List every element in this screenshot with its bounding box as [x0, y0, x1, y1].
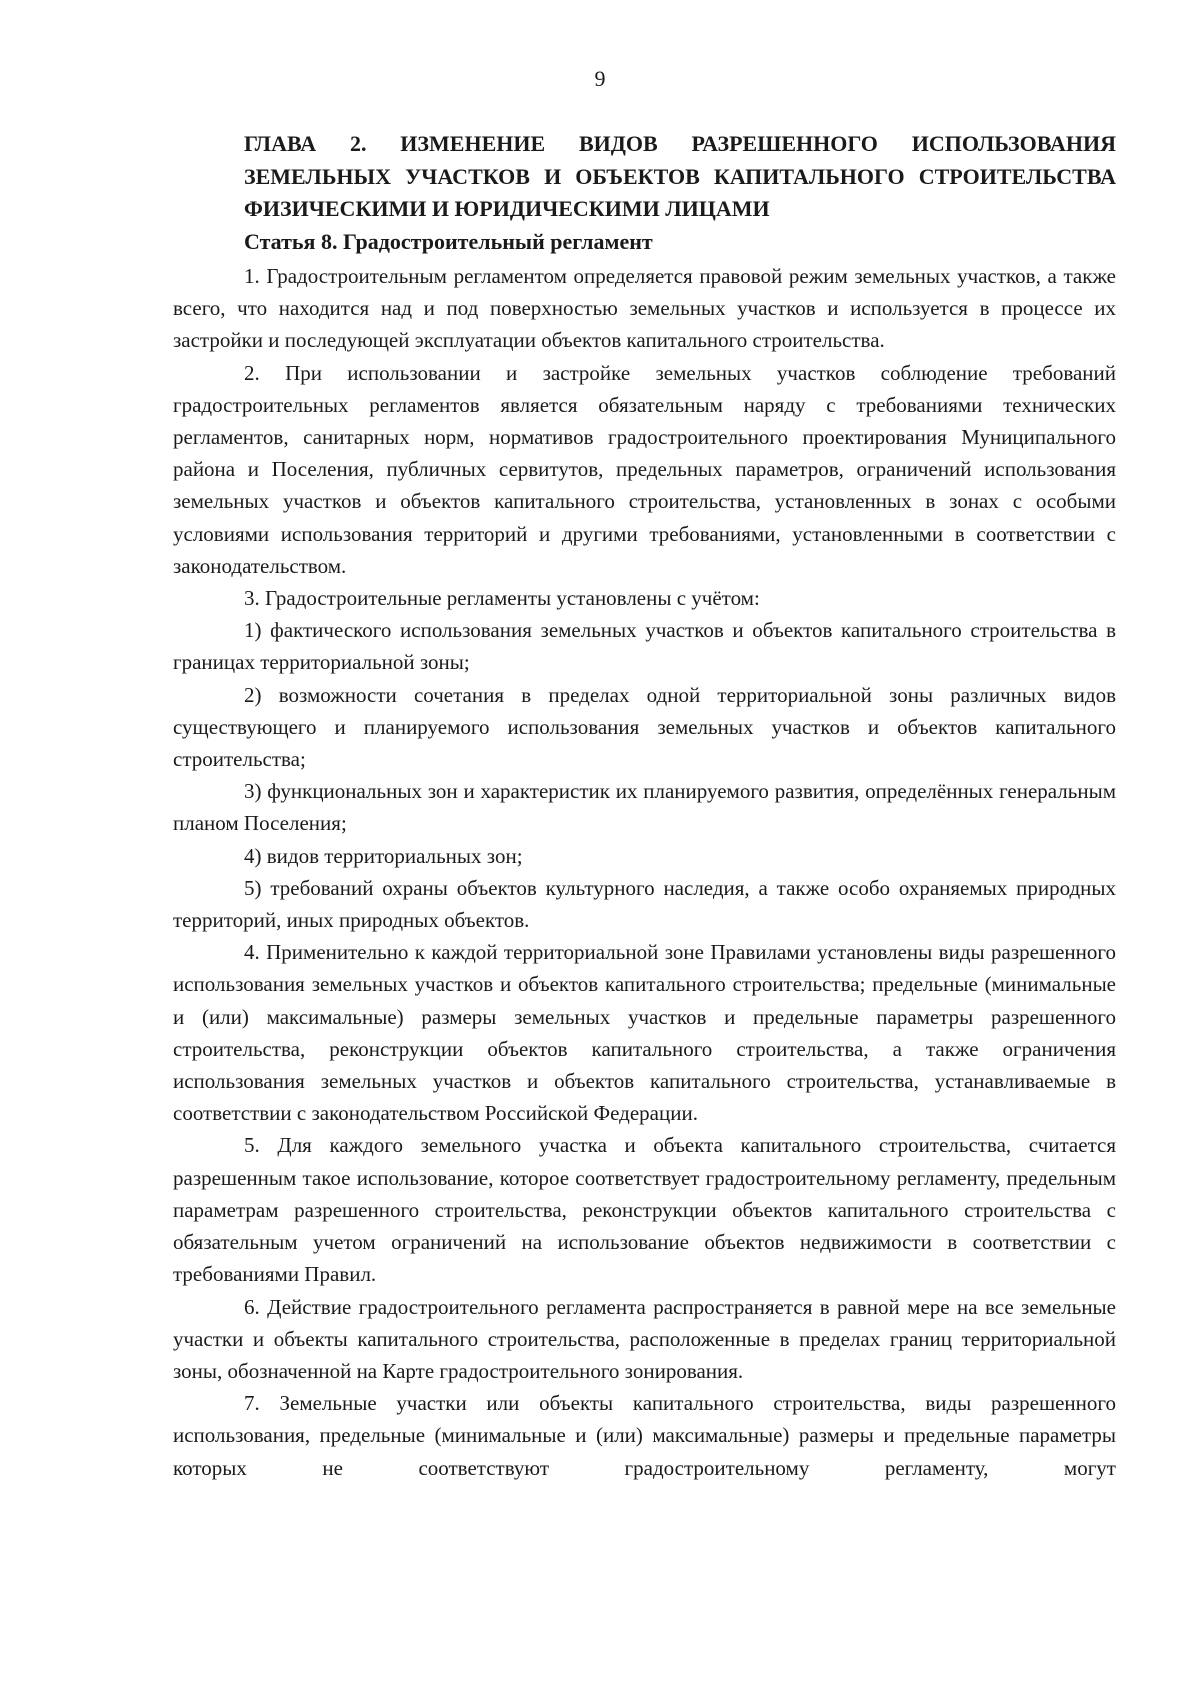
- paragraph-6: 6. Действие градостроительного регламента распространяется в равной мере на все земельные участки и объекты капитального строительства, расположенные в пределах границ территориальной зоны, обозначенной на Карте градостроительного зонирования.: [173, 1294, 1116, 1383]
- paragraph-3-item-1: 1) фактического использования земельных участков и объектов капитального строительства в границах территориальной зоны;: [173, 618, 1116, 675]
- document-body: [173, 128, 1116, 1484]
- paragraph-7: 7. Земельные участки или объекты капитального строительства, виды разрешенного использования, предельные (минимальные и (или) максимальные) размеры и предельные параметры которых не соответствуют градостроительному регламенту, могут: [173, 1391, 1116, 1480]
- paragraph-1: 1. Градостроительным регламентом определяется правовой режим земельных участков, а также всего, что находится над и под поверхностью земельных участков и используется в процессе их застройки и последующей эксплуатации объектов капитального строительства.: [173, 264, 1116, 353]
- paragraph-5: 5. Для каждого земельного участка и объекта капитального строительства, считается разрешенным такое использование, которое соответствует градостроительному регламенту, предельным параметрам разрешенного строительства, реконструкции объектов капитального строительства с обязательным учетом ограничений на использование объектов недвижимости в соответствии с требованиями Правил.: [173, 1133, 1116, 1287]
- paragraph-2: 2. При использовании и застройке земельных участков соблюдение требований градостроительных регламентов является обязательным наряду с требованиями технических регламентов, санитарных норм, нормативов градостроительного проектирования Муниципального района и Поселения, публичных сервитутов, предельных параметров, ограничений использования земельных участков и объектов капитального строительства, установленных в зонах с особыми условиями использования территорий и другими требованиями, установленными в соответствии с законодательством.: [173, 360, 1116, 578]
- page-number: 9: [594, 66, 606, 91]
- article-title: Статья 8. Градостроительный регламент: [244, 228, 653, 254]
- paragraph-4: 4. Применительно к каждой территориальной зоне Правилами установлены виды разрешенного использования земельных участков и объектов капитального строительства; предельные (минимальные и (или) максимальные) размеры земельных участков и предельные параметры разрешенного строительства, реконструкции объектов капитального строительства, а также ограничения использования земельных участков и объектов капитального строительства, устанавливаемые в соответствии с законодательством Российской Федерации.: [173, 940, 1116, 1126]
- paragraph-3-item-2: 2) возможности сочетания в пределах одной территориальной зоны различных видов существующего и планируемого использования земельных участков и объектов капитального строительства;: [173, 682, 1116, 772]
- paragraph-3-item-4: 4) видов территориальных зон;: [244, 843, 523, 868]
- paragraph-3-item-5: 5) требований охраны объектов культурного наследия, а также особо охраняемых природных территорий, иных природных объектов.: [173, 875, 1116, 933]
- paragraph-3-item-3: 3) функциональных зон и характеристик их планируемого развития, определённых генеральным планом Поселения;: [173, 779, 1116, 836]
- paragraph-3: 3. Градостроительные регламенты установлены с учётом:: [244, 586, 760, 611]
- chapter-title: ГЛАВА 2. ИЗМЕНЕНИЕ ВИДОВ РАЗРЕШЕННОГО ИСПОЛЬЗОВАНИЯ ЗЕМЕЛЬНЫХ УЧАСТКОВ И ОБЪЕКТОВ КАПИТАЛЬНОГО СТРОИТЕЛЬСТВА ФИЗИЧЕСКИМИ И ЮРИДИЧЕСКИМИ ЛИЦАМИ: [244, 131, 1116, 221]
